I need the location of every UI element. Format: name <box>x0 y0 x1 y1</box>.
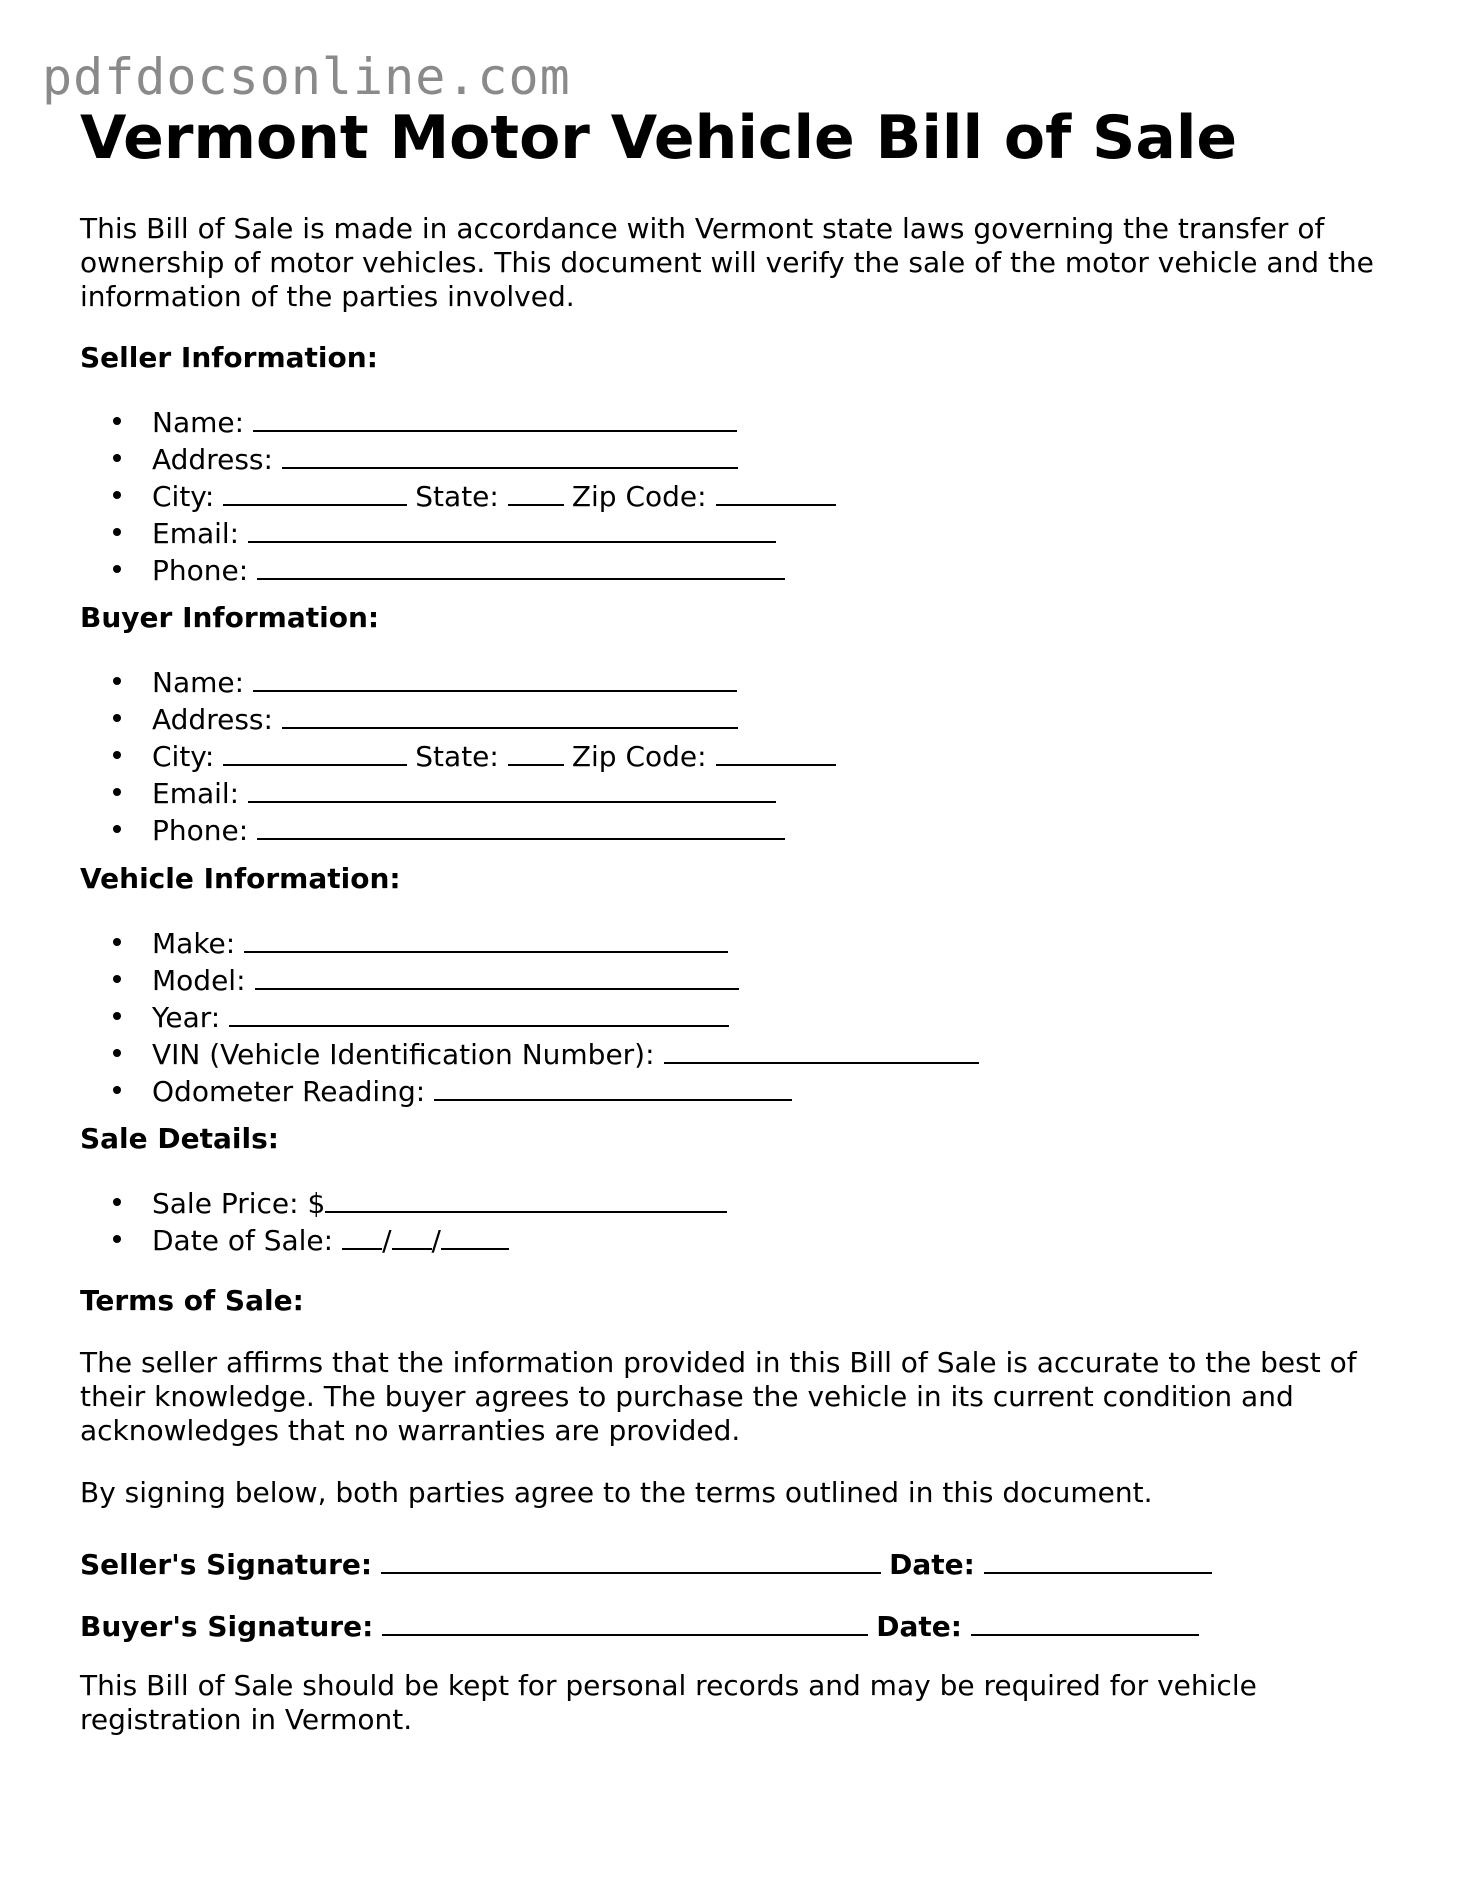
field-label: City: <box>152 480 215 513</box>
sale-heading: Sale Details: <box>80 1122 279 1155</box>
sale-date-year-blank[interactable] <box>441 1221 509 1250</box>
seller-signature-line <box>80 1545 1212 1582</box>
vehicle-fields <box>80 924 1400 1109</box>
field-label: State: <box>415 480 499 513</box>
field-label: State: <box>415 740 499 773</box>
buyer-date-label: Date: <box>876 1610 962 1643</box>
vehicle-model-blank[interactable] <box>255 961 739 990</box>
field-label: Phone: <box>152 554 249 587</box>
buyer-name-field <box>152 663 1400 700</box>
vehicle-model-field <box>152 961 1400 998</box>
field-label: Make: <box>152 927 236 960</box>
field-label: City: <box>152 740 215 773</box>
buyer-signature-blank[interactable] <box>382 1607 868 1636</box>
buyer-email-field <box>152 774 1400 811</box>
sale-date-day-blank[interactable] <box>392 1221 432 1250</box>
field-label: Model: <box>152 964 246 997</box>
sale-date-month-blank[interactable] <box>342 1221 382 1250</box>
vehicle-heading: Vehicle Information: <box>80 862 401 895</box>
seller-phone-blank[interactable] <box>257 551 785 580</box>
seller-address-blank[interactable] <box>282 440 738 469</box>
date-separator: / <box>431 1224 441 1257</box>
buyer-date-blank[interactable] <box>971 1607 1199 1636</box>
vehicle-odometer-blank[interactable] <box>434 1072 792 1101</box>
vehicle-vin-blank[interactable] <box>664 1035 979 1064</box>
terms-heading: Terms of Sale: <box>80 1284 304 1317</box>
buyer-section <box>80 601 1400 848</box>
document-title: Vermont Motor Vehicle Bill of Sale <box>80 103 1238 173</box>
seller-address-field <box>152 440 1400 477</box>
buyer-fields <box>80 663 1400 848</box>
terms-section <box>80 1284 1400 1510</box>
field-label: Year: <box>152 1001 221 1034</box>
buyer-city-state-zip-field <box>152 737 1400 774</box>
vehicle-vin-field <box>152 1035 1400 1072</box>
seller-signature-label: Seller's Signature: <box>80 1548 373 1581</box>
seller-heading: Seller Information: <box>80 341 378 374</box>
sale-price-blank[interactable] <box>325 1184 727 1213</box>
field-label: Zip Code: <box>571 480 707 513</box>
sale-price-field <box>152 1184 1400 1221</box>
vehicle-year-field <box>152 998 1400 1035</box>
seller-email-field <box>152 514 1400 551</box>
buyer-phone-blank[interactable] <box>257 811 785 840</box>
field-label: Name: <box>152 666 245 699</box>
intro-paragraph: This Bill of Sale is made in accordance with Vermont state laws governing the transfer of ownership of motor vehicles. This document will verify the sale of the motor vehicle and the information of the parties involved. <box>80 212 1374 313</box>
field-label: Address: <box>152 443 273 476</box>
buyer-zip-blank[interactable] <box>716 737 836 766</box>
seller-date-blank[interactable] <box>984 1545 1212 1574</box>
field-label: Phone: <box>152 814 249 847</box>
vehicle-make-field <box>152 924 1400 961</box>
agreement-paragraph: By signing below, both parties agree to the terms outlined in this document. <box>80 1476 1153 1509</box>
seller-phone-field <box>152 551 1400 588</box>
seller-date-label: Date: <box>889 1548 975 1581</box>
vehicle-year-blank[interactable] <box>229 998 729 1027</box>
field-label: Email: <box>152 517 240 550</box>
seller-name-blank[interactable] <box>253 403 737 432</box>
seller-zip-blank[interactable] <box>716 477 836 506</box>
seller-city-state-zip-field <box>152 477 1400 514</box>
sale-fields <box>80 1184 1400 1258</box>
seller-signature-blank[interactable] <box>381 1545 881 1574</box>
seller-section <box>80 341 1400 588</box>
buyer-city-blank[interactable] <box>223 737 407 766</box>
buyer-state-blank[interactable] <box>508 737 564 766</box>
buyer-phone-field <box>152 811 1400 848</box>
buyer-signature-label: Buyer's Signature: <box>80 1610 374 1643</box>
field-label: Address: <box>152 703 273 736</box>
field-label: Zip Code: <box>571 740 707 773</box>
buyer-address-field <box>152 700 1400 737</box>
field-label: VIN (Vehicle Identification Number): <box>152 1038 655 1071</box>
seller-email-blank[interactable] <box>248 514 776 543</box>
buyer-address-blank[interactable] <box>282 700 738 729</box>
date-separator: / <box>382 1224 392 1257</box>
field-label: Email: <box>152 777 240 810</box>
terms-paragraph: The seller affirms that the information provided in this Bill of Sale is accurate to the best of their knowledge. The buyer agrees to purchase the vehicle in its current condition and acknowledges that no warranties are provided. <box>80 1346 1357 1447</box>
sale-date-field <box>152 1221 1400 1258</box>
field-label: Date of Sale: <box>152 1224 334 1257</box>
buyer-signature-line <box>80 1607 1199 1644</box>
vehicle-section <box>80 862 1400 1109</box>
field-label: Name: <box>152 406 245 439</box>
seller-fields <box>80 403 1400 588</box>
vehicle-odometer-field <box>152 1072 1400 1109</box>
field-label: Odometer Reading: <box>152 1075 426 1108</box>
buyer-email-blank[interactable] <box>248 774 776 803</box>
sale-section <box>80 1122 1400 1258</box>
seller-state-blank[interactable] <box>508 477 564 506</box>
buyer-heading: Buyer Information: <box>80 601 380 634</box>
watermark: pdfdocsonline.com <box>42 48 571 106</box>
field-label: Sale Price: $ <box>152 1187 326 1220</box>
footer-note: This Bill of Sale should be kept for personal records and may be required for vehicle registration in Vermont. <box>80 1669 1257 1736</box>
vehicle-make-blank[interactable] <box>244 924 728 953</box>
seller-name-field <box>152 403 1400 440</box>
buyer-name-blank[interactable] <box>253 663 737 692</box>
seller-city-blank[interactable] <box>223 477 407 506</box>
